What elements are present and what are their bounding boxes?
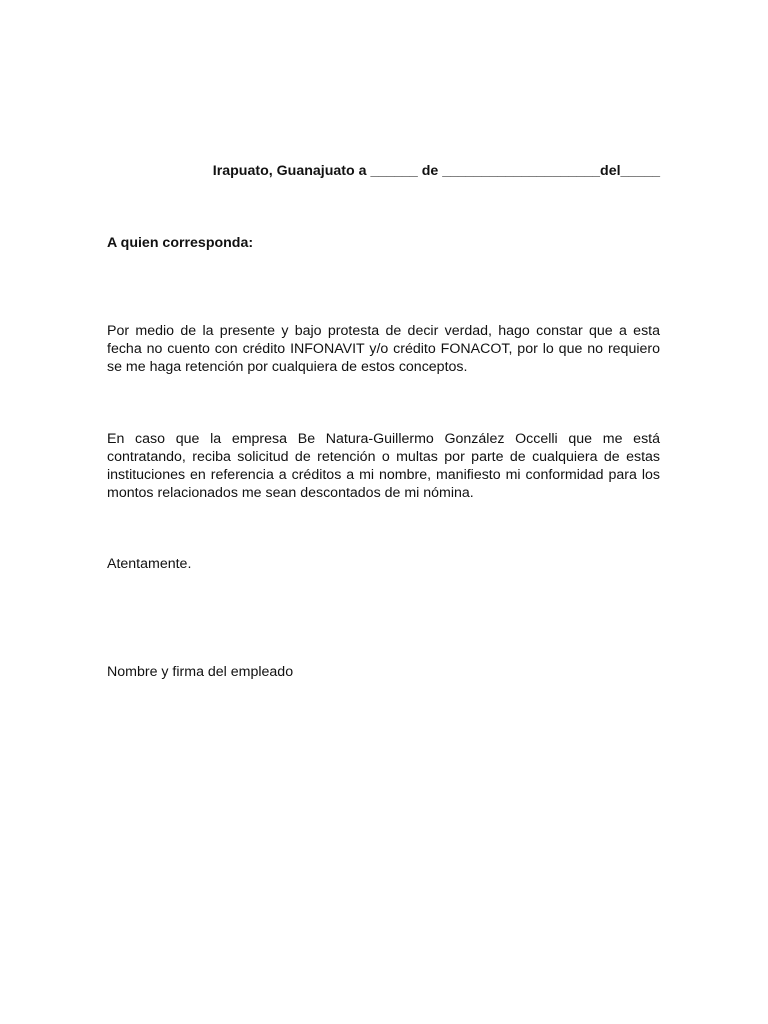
date-line: Irapuato, Guanajuato a ______ de ____________________del_____ <box>212 163 660 179</box>
closing: Atentamente. <box>107 556 192 572</box>
salutation: A quien corresponda: <box>107 235 254 251</box>
body-paragraph-2: En caso que la empresa Be Natura-Guillermo González Occelli que me está contratando, reciba solicitud de retención o multas por parte de cualquiera de estas instituciones en referencia a créditos a mi nombre, manifiesto mi conformidad para los montos relacionados me sean descontados de mi nómina. <box>107 431 660 501</box>
body-paragraph-1: Por medio de la presente y bajo protesta de decir verdad, hago constar que a esta fecha no cuento con crédito INFONAVIT y/o crédito FONACOT, por lo que no requiero se me haga retención por cualquiera de estos conceptos. <box>107 323 660 375</box>
signature-label: Nombre y firma del empleado <box>107 664 294 680</box>
